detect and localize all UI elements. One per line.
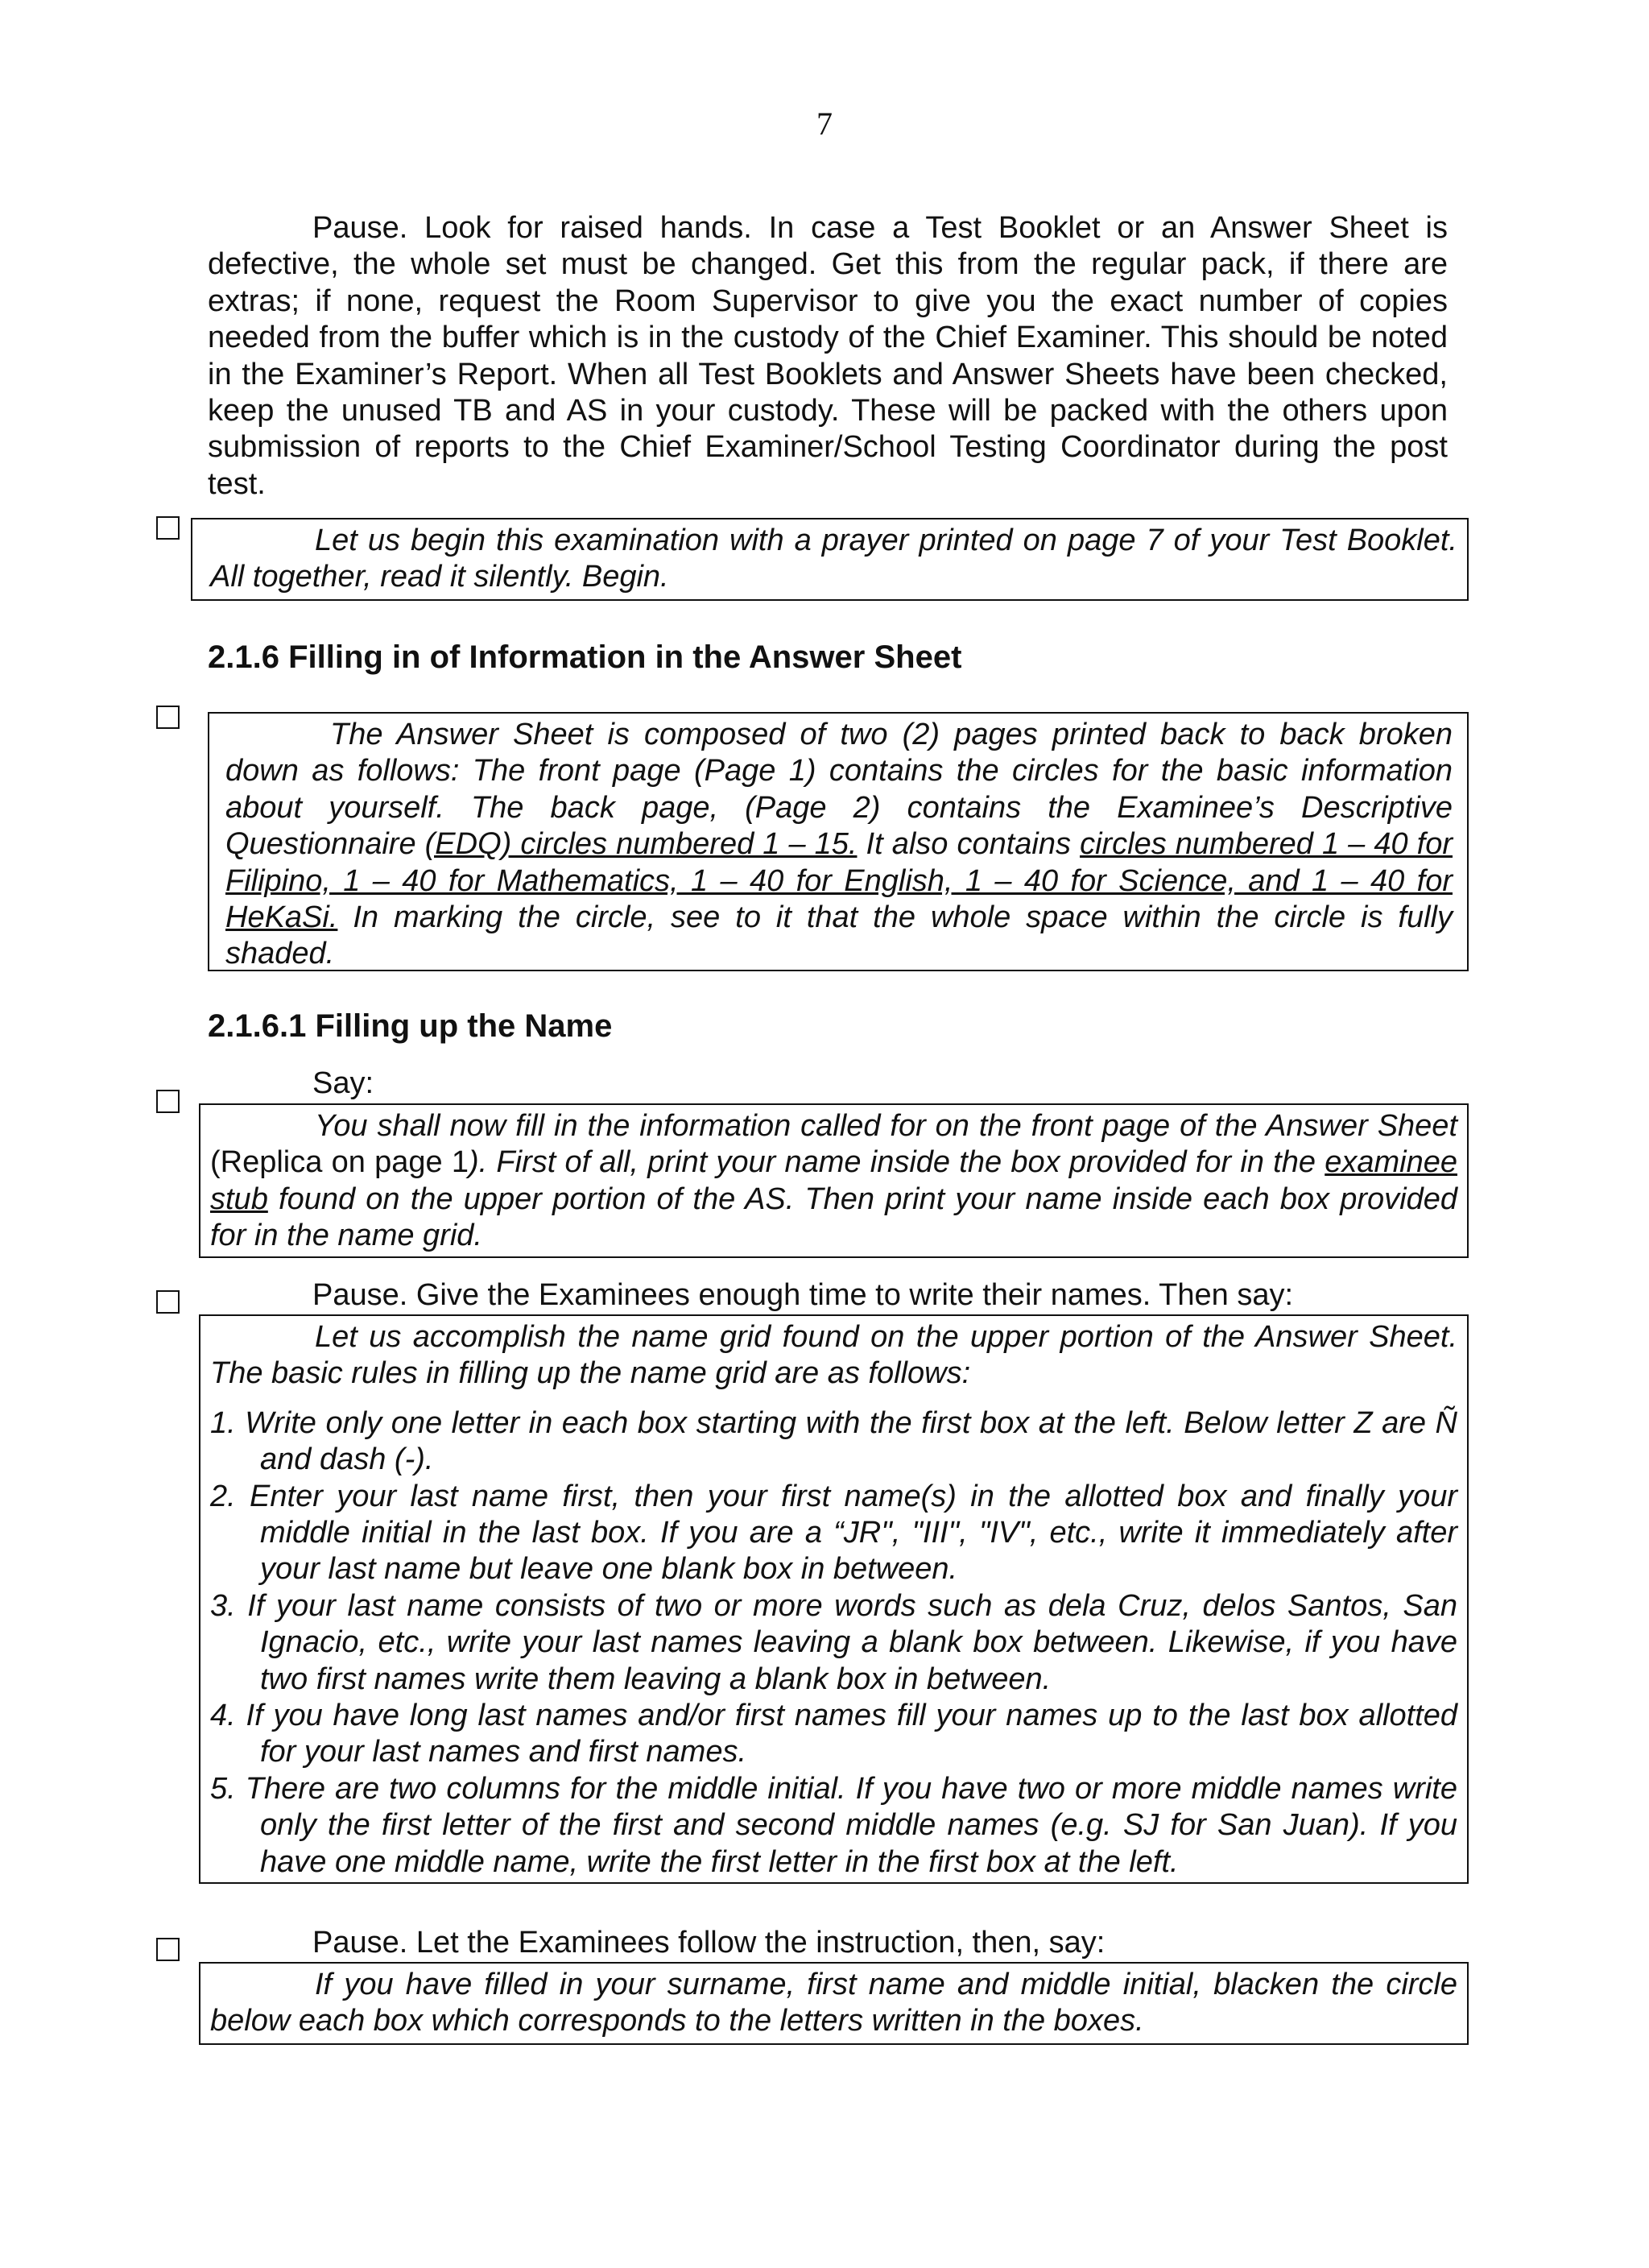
grid-rules-list	[210, 1405, 1457, 1881]
blacken-circle-box: If you have filled in your surname, first name and middle initial, blacken the circle below each box which corresponds to the letters written in the boxes.	[199, 1962, 1469, 2045]
edq-circles-underlined: (EDQ) circles numbered 1 – 15.	[424, 827, 858, 862]
section-2-1-6-heading: 2.1.6 Filling in of Information in the Answer Sheet	[208, 639, 962, 675]
name-text-3: found on the upper portion of the AS. Then print your name inside each box provided for in the name grid.	[210, 1182, 1457, 1253]
pause-instructions-paragraph: Pause. Look for raised hands. In case a Test Booklet or an Answer Sheet is defective, the whole set must be changed. Get this from the regular pack, if there are extras; if none, request the Room Supervisor to give you the exact number of copies needed from the buffer which is in the custody of the Chief Examiner. This should be noted in the Examiner’s Report. When all Test Booklets and Answer Sheets have been checked, keep the unused TB and AS in your custody. These will be packed with the others upon submission of reports to the Chief Examiner/School Testing Coordinator during the post test.	[208, 211, 1448, 501]
grid-rule-4: 4. If you have long last names and/or first names fill your names up to the last box allotted for your last names and first names.	[210, 1699, 1457, 1769]
checkbox-say[interactable]	[156, 1090, 180, 1113]
checkbox-answer-sheet[interactable]	[156, 706, 180, 729]
checkbox-pause-names[interactable]	[156, 1290, 180, 1314]
grid-rule-2: 2. Enter your last name first, then your first name(s) in the allotted box and finally your middle initial in the last box. If you are a “JR", "III", "IV", etc., write it immediately after your last name but leave one blank box in between.	[210, 1479, 1457, 1587]
name-instruction-box	[199, 1103, 1469, 1258]
grid-rule-1: 1. Write only one letter in each box starting with the first box at the left. Below letter Z are Ñ and dash (-).	[210, 1405, 1457, 1477]
grid-rules-intro: Let us accomplish the name grid found on the upper portion of the Answer Sheet. The basic rules in filling up the name grid are as follows:	[210, 1320, 1457, 1391]
say-label: Say:	[312, 1066, 374, 1100]
pause-follow-text: Pause. Let the Examinees follow the instruction, then, say:	[312, 1926, 1106, 1960]
name-replica-note: (Replica on page 1	[210, 1145, 469, 1180]
pause-names-text: Pause. Give the Examinees enough time to write their names. Then say:	[312, 1278, 1294, 1312]
examinee-stub-underlined: examinee stub	[210, 1145, 1457, 1216]
name-text-1: You shall now fill in the information called for on the front page of the Answer Sheet	[315, 1109, 1457, 1143]
grid-rule-3: 3. If your last name consists of two or more words such as dela Cruz, delos Santos, San Ignacio, etc., write your last names leaving a blank box between. Likewise, if you have two first names write them leaving a blank box in between.	[210, 1588, 1457, 1696]
page-number: 7	[816, 106, 833, 142]
section-2-1-6-1-heading: 2.1.6.1 Filling up the Name	[208, 1008, 613, 1044]
answer-sheet-text-3: In marking the circle, see to it that the whole space within the circle is fully shaded.	[225, 900, 1453, 971]
name-text-2: ). First of all, print your name inside the box provided for in the	[468, 1145, 1325, 1180]
checkbox-pause-follow[interactable]	[156, 1938, 180, 1961]
answer-sheet-text-1: The Answer Sheet is composed of two (2) pages printed back to back broken down as follows: The front page (Page 1) contains the circles for the basic information about yourself. The back page, (Page 2) contains the Examinee’s Descriptive Questionnaire	[225, 718, 1453, 862]
grid-rule-5: 5. There are two columns for the middle initial. If you have two or more middle names write only the first letter of the first and second middle names (e.g. SJ for San Juan). If you have one middle name, write the first letter in the first box at the left.	[210, 1771, 1457, 1879]
answer-sheet-text-2: It also contains	[857, 827, 1081, 862]
subject-circles-underlined: circles numbered 1 – 40 for Filipino, 1 – 40 for Mathematics, 1 – 40 for English, 1 – 40 for Science, and 1 – 40 for HeKaSi.	[225, 827, 1453, 935]
prayer-instruction-box: Let us begin this examination with a prayer printed on page 7 of your Test Booklet. All together, read it silently. Begin.	[191, 518, 1469, 601]
name-grid-rules-box	[199, 1314, 1469, 1884]
answer-sheet-description-box	[208, 712, 1469, 971]
checkbox-prayer[interactable]	[156, 516, 180, 540]
